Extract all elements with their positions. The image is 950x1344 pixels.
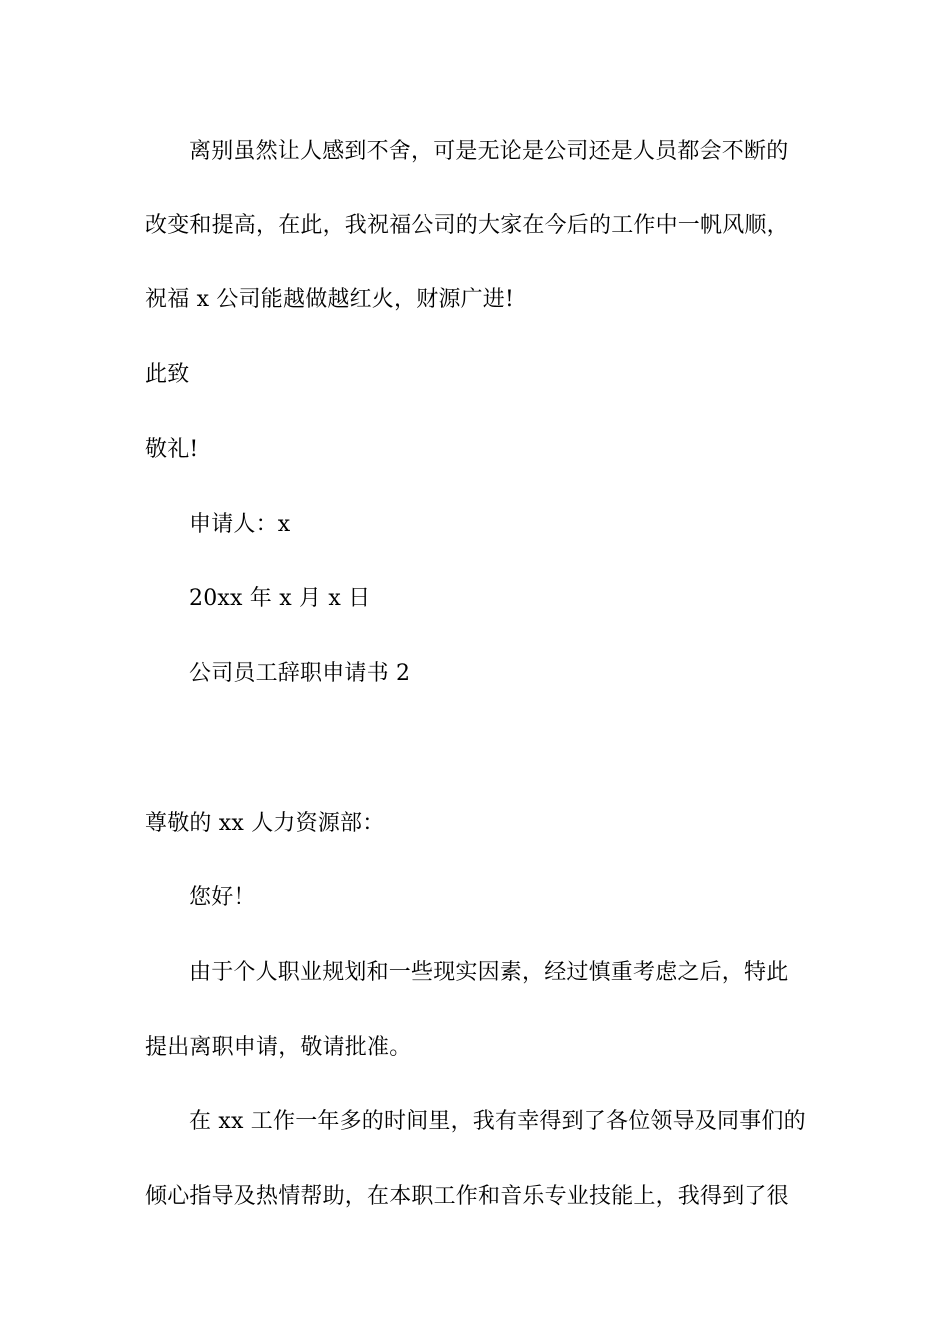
closing-regards: 敬礼! [145, 437, 199, 462]
section-title: 公司员工辞职申请书 2 [189, 661, 411, 686]
body-line-3: 在 xx 工作一年多的时间里，我有幸得到了各位领导及同事们的 [189, 1109, 806, 1134]
body-line-4: 倾心指导及热情帮助，在本职工作和音乐专业技能上，我得到了很 [145, 1184, 789, 1209]
body-line-1: 由于个人职业规划和一些现实因素，经过慎重考虑之后，特此 [189, 960, 789, 985]
body-line-2: 提出离职申请，敬请批准。 [145, 1035, 412, 1060]
letter-addressee: 尊敬的 xx 人力资源部： [145, 811, 385, 836]
closing-salutation: 此致 [145, 362, 190, 387]
applicant-signature: 申请人：x [189, 512, 291, 537]
paragraph-line-1: 离别虽然让人感到不舍，可是无论是公司还是人员都会不断的 [189, 139, 789, 164]
paragraph-line-3: 祝福 x 公司能越做越红火，财源广进! [145, 287, 515, 312]
letter-greeting: 您好！ [189, 885, 256, 910]
paragraph-line-2: 改变和提高，在此，我祝福公司的大家在今后的工作中一帆风顺， [145, 213, 789, 238]
signature-date: 20xx 年 x 月 x 日 [189, 586, 371, 611]
